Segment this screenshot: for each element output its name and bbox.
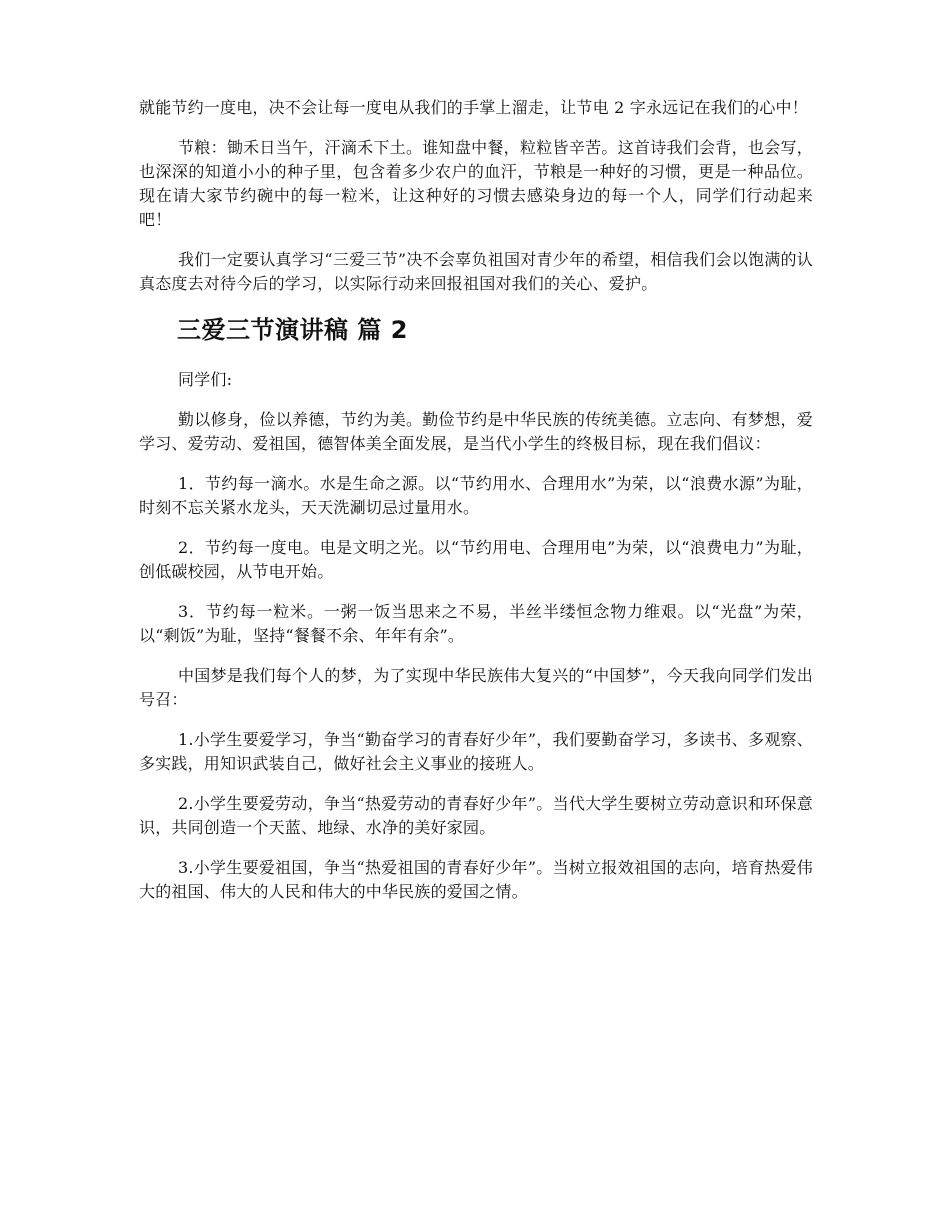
- paragraph-intro: 勤以修身，俭以养德，节约为美。勤俭节约是中华民族的传统美德。立志向、有梦想，爱学习、爱劳动、爱祖国，德智体美全面发展，是当代小学生的终极目标，现在我们倡议：: [139, 410, 813, 453]
- paragraph-save-grain: 节粮：锄禾日当午，汗滴禾下土。谁知盘中餐，粒粒皆辛苦。这首诗我们会背，也会写，也深深的知道小小的种子里，包含着多少农户的血汗，节粮是一种好的习惯，更是一种品位。现在请大家节约碗中的每一粒米，让这种好的习惯去感染身边的每一个人，同学们行动起来吧！: [139, 138, 813, 229]
- paragraph-conclusion: 我们一定要认真学习“三爱三节”决不会辜负祖国对青少年的希望，相信我们会以饱满的认真态度去对待今后的学习，以实际行动来回报祖国对我们的关心、爱护。: [139, 250, 813, 293]
- call-item-labor: 2.小学生要爱劳动，争当“热爱劳动的青春好少年”。当代大学生要树立劳动意识和环保意识，共同创造一个天蓝、地绿、水净的美好家园。: [139, 794, 813, 837]
- call-item-patriotism: 3.小学生要爱祖国，争当“热爱祖国的青春好少年”。当树立报效祖国的志向，培育热爱伟大的祖国、伟大的人民和伟大的中华民族的爱国之情。: [139, 858, 813, 901]
- paragraph-continued: 就能节约一度电，决不会让每一度电从我们的手掌上溜走，让节电 2 字永远记在我们的心中！: [139, 98, 808, 117]
- section-title: 三爱三节演讲稿 篇 2: [177, 316, 408, 344]
- document-body: [139, 96, 813, 920]
- call-item-study: 1.小学生要爱学习，争当“勤奋学习的青春好少年”，我们要勤奋学习，多读书、多观察、多实践，用知识武装自己，做好社会主义事业的接班人。: [139, 730, 813, 773]
- proposal-item-water: 1．节约每一滴水。水是生命之源。以“节约用水、合理用水”为荣，以“浪费水源”为耻，时刻不忘关紧水龙头，天天洗涮切忌过量用水。: [139, 474, 813, 517]
- paragraph-china-dream: 中国梦是我们每个人的梦，为了实现中华民族伟大复兴的“中国梦”，今天我向同学们发出号召：: [139, 666, 813, 709]
- salutation: 同学们:: [178, 370, 233, 389]
- proposal-item-rice: 3．节约每一粒米。一粥一饭当思来之不易，半丝半缕恒念物力维艰。以“光盘”为荣，以“剩饭”为耻，坚持“餐餐不余、年年有余”。: [139, 602, 813, 645]
- proposal-item-electricity: 2．节约每一度电。电是文明之光。以“节约用电、合理用电”为荣，以“浪费电力”为耻，创低碳校园，从节电开始。: [139, 538, 813, 581]
